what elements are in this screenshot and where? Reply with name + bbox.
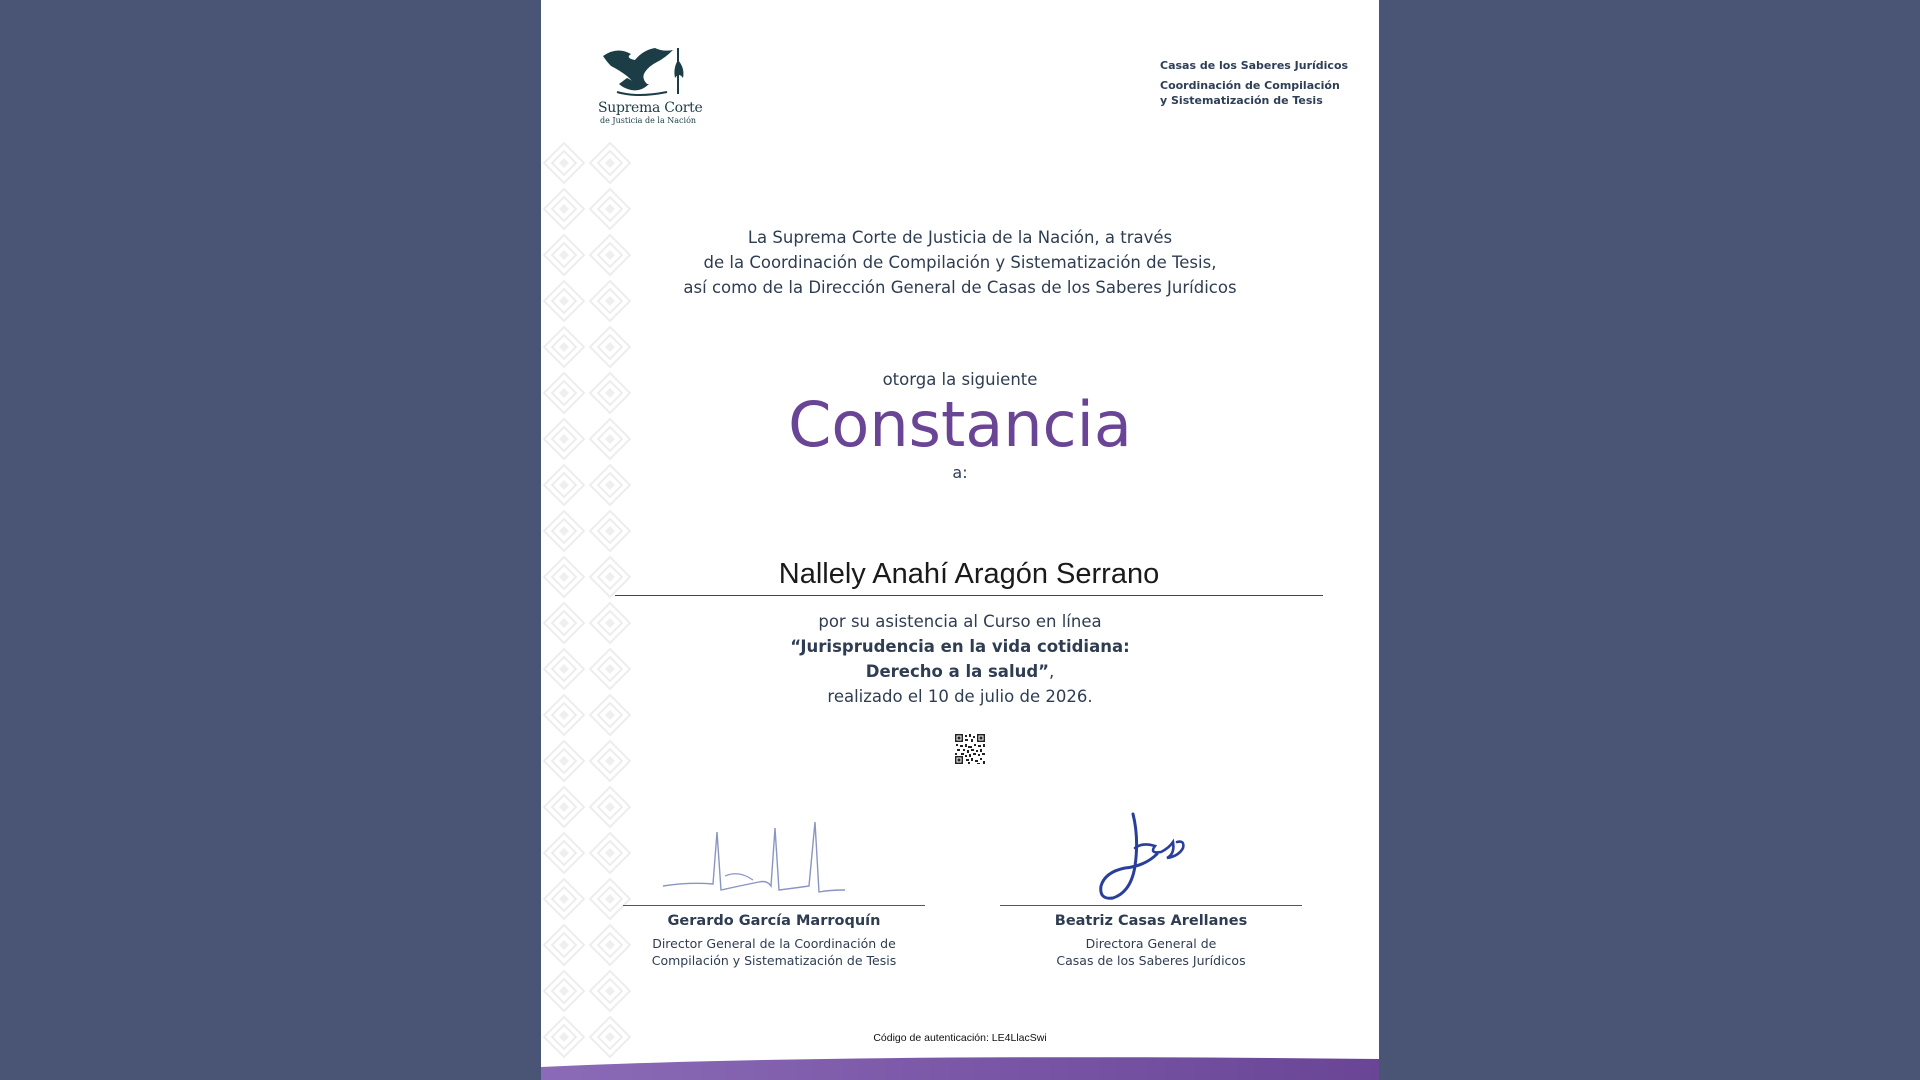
header-line-1: Casas de los Saberes Jurídicos — [1160, 59, 1349, 72]
signature-1-role-line-1: Director General de la Coordinación de — [652, 936, 896, 951]
footer-band — [541, 1045, 1379, 1080]
signature-2-line — [1000, 905, 1302, 906]
logo-subtitle: de Justicia de la Nación — [600, 116, 697, 125]
intro-text — [541, 225, 1379, 300]
signature-2-drawing — [1095, 808, 1205, 904]
signature-1-drawing — [659, 816, 849, 900]
award-to-label: a: — [952, 463, 968, 482]
course-line-3-suffix: , — [1049, 662, 1055, 681]
signature-2-name: Beatriz Casas Arellanes — [1054, 913, 1248, 929]
header-line-3: y Sistematización de Tesis — [1160, 94, 1323, 107]
intro-line-3: así como de la Dirección General de Casas de los Saberes Jurídicos — [683, 278, 1237, 297]
header-right — [1160, 58, 1370, 108]
header-line-2: Coordinación de Compilación — [1160, 79, 1340, 92]
signature-1-role — [623, 935, 925, 969]
intro-line-1: La Suprema Corte de Justicia de la Nación, a través — [747, 228, 1173, 247]
signature-2-role-line-1: Directora General de — [1085, 936, 1217, 951]
recipient-name: Nallely Anahí Aragón Serrano — [615, 558, 1323, 596]
signature-1-name: Gerardo García Marroquín — [667, 913, 881, 929]
course-text — [541, 609, 1379, 709]
course-line-2: “Jurisprudencia en la vida cotidiana: — [790, 637, 1130, 656]
certificate-title: Constancia — [788, 388, 1132, 461]
qr-code-icon — [954, 733, 986, 765]
authentication-code: Código de autenticación: LE4LlacSwi — [873, 1032, 1047, 1044]
logo-title: Suprema Corte — [598, 100, 703, 116]
course-line-4: realizado el 10 de julio de 2026. — [827, 687, 1093, 706]
certificate-page — [541, 0, 1379, 1080]
course-line-1: por su asistencia al Curso en línea — [818, 612, 1102, 631]
signature-2-role — [1000, 935, 1302, 969]
signature-1-role-line-2: Compilación y Sistematización de Tesis — [651, 953, 897, 968]
award-intro: otorga la siguiente — [882, 370, 1038, 389]
intro-line-2: de la Coordinación de Compilación y Sistematización de Tesis, — [703, 253, 1217, 272]
signature-1-line — [623, 905, 925, 906]
signature-2-role-line-2: Casas de los Saberes Jurídicos — [1056, 953, 1246, 968]
course-line-3: Derecho a la salud” — [865, 662, 1049, 681]
